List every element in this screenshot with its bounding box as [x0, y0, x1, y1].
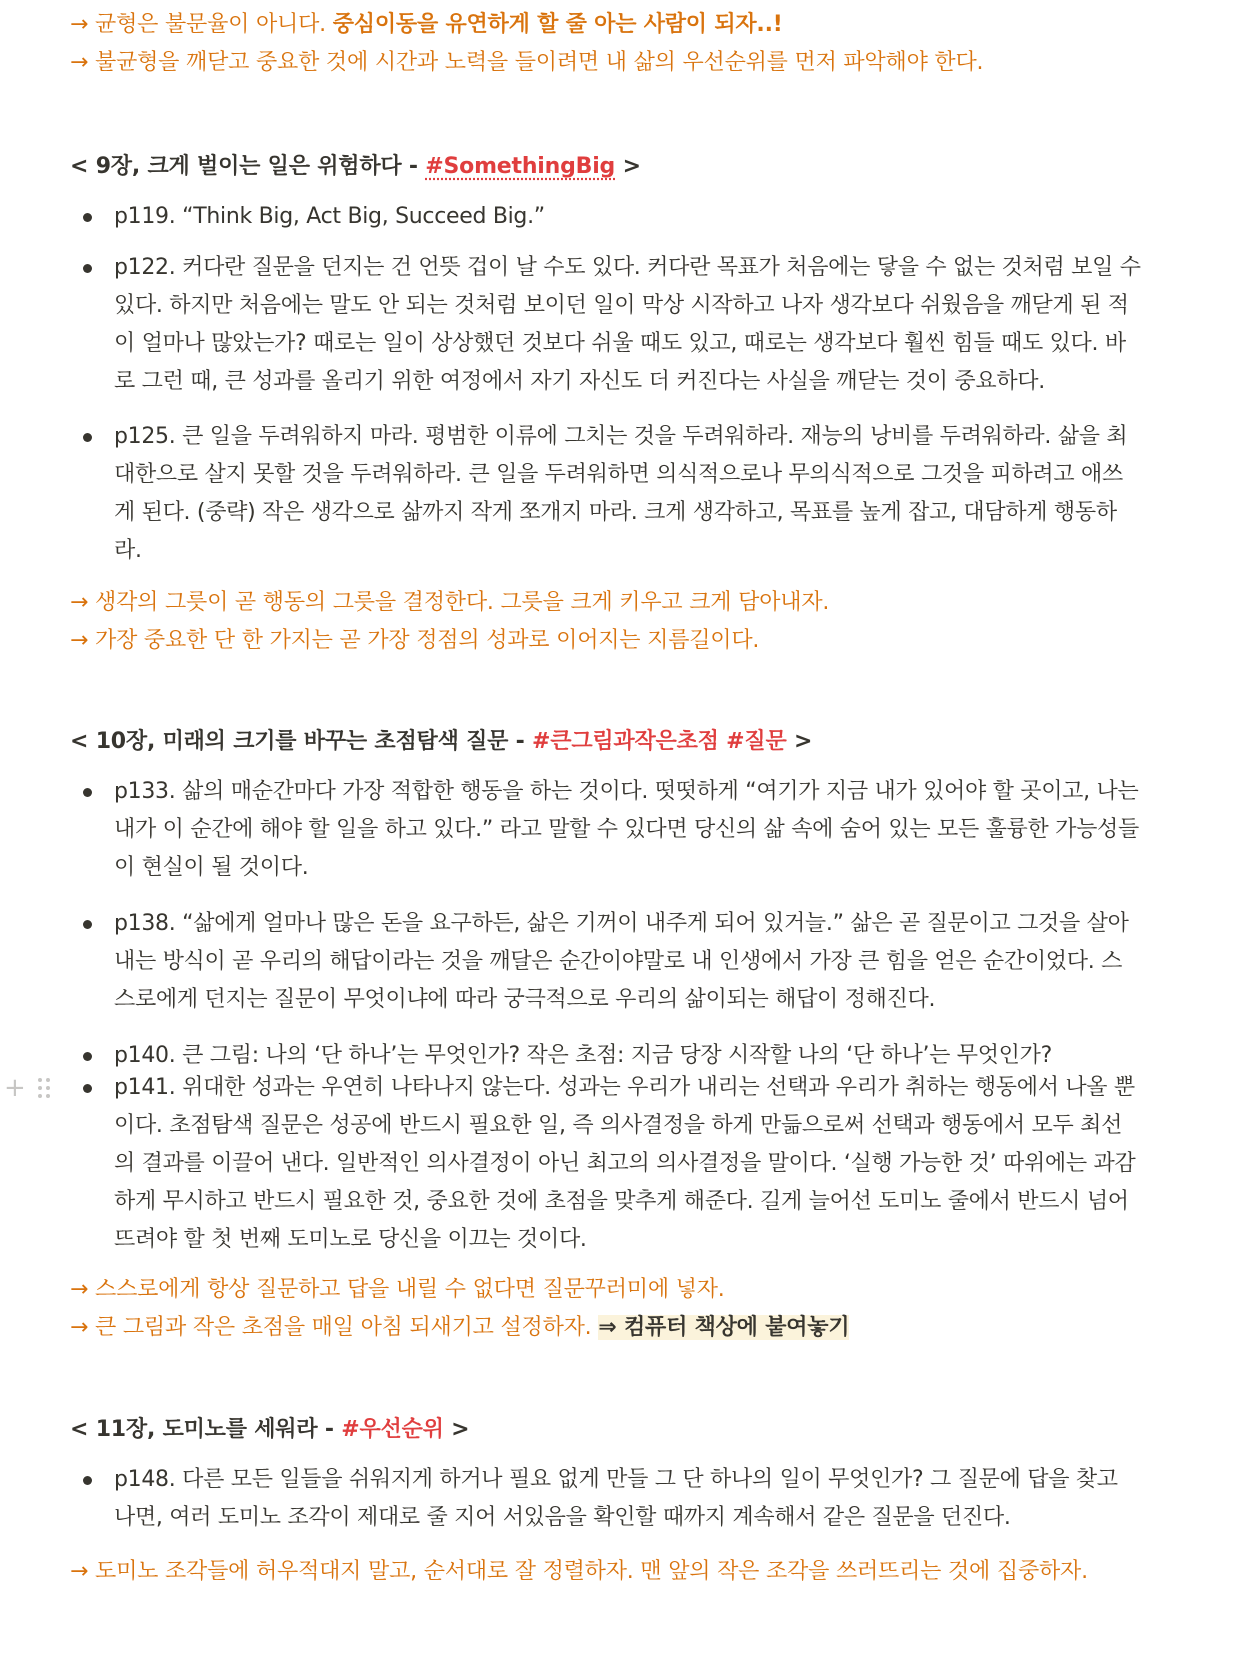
chapter9-note: → 생각의 그릇이 곧 행동의 그릇을 결정한다. 그릇을 크게 키우고 크게 담아내자. [70, 590, 830, 615]
chapter11-note: → 도미노 조각들에 허우적대지 말고, 순서대로 잘 정렬하자. 맨 앞의 작은 조각을 쓰러뜨리는 것에 집중하자. [70, 1559, 1088, 1584]
arrow-icon: → [70, 50, 96, 75]
note-bold-text: 중심이동을 유연하게 할 줄 아는 사람이 되자..! [332, 12, 783, 37]
bullet-icon [83, 1052, 92, 1061]
bullet-icon [83, 1084, 92, 1093]
chapter10-tag[interactable]: #큰그림과작은초점 #질문 [532, 729, 787, 754]
document-page: → 균형은 불문율이 아니다. 중심이동을 유연하게 할 줄 아는 사람이 되자..! → 불균형을 깨닫고 중요한 것에 시간과 노력을 들이려면 내 삶의 우선순위를 먼저 파악해야 한다. < 9장, 크게 벌이는 일은 위험하다 - #SomethingBig > p119. “Think Big, Act Big, Succeed Big.” p122. 커다란 질문을 던지는 건 언뜻 겁이 날 수도 있다. 커다란 목표가 처음에는 닿을 수 없는 것처럼 보일 수 있다. 하지만 처음에는 말도 안 되는 것처럼 보이던 일이 막상 시작하고 나자 생각보다 쉬웠음을 깨닫게 된 적 이 얼마나 많았는가? 때로는 일이 상상했던 것보다 쉬울 때도 있고, 때로는 생각보다 훨씬 힘들 때도 있다. 바 로 그런 때, 큰 성과를 올리기 위한 여정에서 자기 자신도 더 커진다는 사실을 깨닫는 것이 중요하다. p125. 큰 일을 두려워하지 마라. 평범한 이류에 그치는 것을 두려워하라. 재능의 낭비를 두려워하라. 삶을 최 대한으로 살지 못할 것을 두려워하라. 큰 일을 두려워하면 의식적으로나 무의식적으로 그것을 피하려고 애쓰 게 된다. (중략) 작은 생각으로 삶까지 작게 쪼개지 마라. 크게 생각하고, 목표를 높게 잡고, 대담하게 행동하 라. → 생각의 그릇이 곧 행동의 그릇을 결정한다. 그릇을 크게 키우고 크게 담아내자. → 가장 중요한 단 한 가지는 곧 가장 정점의 성과로 이어지는 지름길이다. < 10장, 미래의 크기를 바꾸는 초점탐색 질문 - #큰그림과작은초점 #질문 > p133. 삶의 매순간마다 가장 적합한 행동을 하는 것이다. 떳떳하게 “여기가 지금 내가 있어야 할 곳이고, 나는 내가 이 순간에 해야 할 일을 하고 있다.” 라고 말할 수 있다면 당신의 삶 속에 숨어 있는 모든 훌륭한 가능성들 이 현실이 될 것이다. p138. “삶에게 얼마나 많은 돈을 요구하든, 삶은 기꺼이 내주게 되어 있거늘.” 삶은 곧 질문이고 그것을 살아 내는 방식이 곧 우리의 해답이라는 것을 깨달은 순간이야말로 내 인생에서 가장 큰 힘을 얻은 순간이었다. 스 스로에게 던지는 질문이 무엇이냐에 따라 궁극적으로 우리의 삶이되는 해답이 정해진다. p140. 큰 그림: 나의 ‘단 하나’는 무엇인가? 작은 초점: 지금 당장 시작할 나의 ‘단 하나’는 무엇인가? + p141. 위대한 성과는 우연히 나타나지 않는다. 성과는 우리가 내리는 선택과 우리가 취하는 행동에서 나올 뿐 이다. 초점탐색 질문은 성공에 반드시 필요한 일, 즉 의사결정을 하게 만듦으로써 선택과 행동에서 모두 최선 의 결과를 이끌어 낸다. 일반적인 의사결정이 아닌 최고의 의사결정을 말이다. ‘실행 가능한 것’ 따위에는 과감 하게 무시하고 반드시 필요한 것, 중요한 것에 초점을 맞추게 해준다. 길게 늘어선 도미노 줄에서 반드시 넘어 뜨려야 할 첫 번째 도미노로 당신을 이끄는 것이다. → 스스로에게 항상 질문하고 답을 내릴 수 없다면 질문꾸러미에 넣자. → 큰 그림과 작은 초점을 매일 아침 되새기고 설정하자. ⇒ 컴퓨터 책상에 붙여놓기 < 11장, 도미노를 세워라 - #우선순위 > p148. 다른 모든 일들을 쉬워지게 하거나 필요 없게 만들 그 단 하나의 일이 무엇인가? 그 질문에 답을 찾고 나면, 여러 도미노 조각이 제대로 줄 지어 서있음을 확인할 때까지 계속해서 같은 질문을 던진다. → 도미노 조각들에 허우적대지 말고, 순서대로 잘 정렬하자. 맨 앞의 작은 조각을 쓰러뜨리는 것에 집중하자. [0, 0, 1233, 1656]
bullet-icon [83, 264, 92, 273]
chapter10-note: → 스스로에게 항상 질문하고 답을 내릴 수 없다면 질문꾸러미에 넣자. [70, 1277, 725, 1302]
chapter9-note: → 가장 중요한 단 한 가지는 곧 가장 정점의 성과로 이어지는 지름길이다. [70, 628, 760, 653]
chapter11-tag[interactable]: #우선순위 [341, 1417, 444, 1442]
add-block-icon[interactable]: + [4, 1073, 26, 1103]
chapter11-heading: < 11장, 도미노를 세워라 - #우선순위 > [70, 1417, 470, 1442]
note-balance: → 균형은 불문율이 아니다. 중심이동을 유연하게 할 줄 아는 사람이 되자..! [70, 12, 783, 37]
block-handle[interactable] [4, 1073, 52, 1103]
bullet-icon [83, 920, 92, 929]
bullet-icon [83, 433, 92, 442]
chapter10-note: → 큰 그림과 작은 초점을 매일 아침 되새기고 설정하자. ⇒ 컴퓨터 책상에 붙여놓기 [70, 1315, 850, 1340]
drag-handle-icon[interactable] [38, 1078, 50, 1098]
bullet-icon [83, 213, 92, 222]
highlighted-text: ⇒ 컴퓨터 책상에 붙여놓기 [598, 1315, 850, 1340]
chapter9-heading: < 9장, 크게 벌이는 일은 위험하다 - #SomethingBig > [70, 154, 641, 179]
bullet-icon [83, 1476, 92, 1485]
chapter10-heading: < 10장, 미래의 크기를 바꾸는 초점탐색 질문 - #큰그림과작은초점 #질문 > [70, 729, 813, 754]
chapter9-tag[interactable]: #SomethingBig [425, 154, 616, 179]
bullet-icon [83, 788, 92, 797]
arrow-icon: → [70, 12, 96, 37]
note-imbalance: → 불균형을 깨닫고 중요한 것에 시간과 노력을 들이려면 내 삶의 우선순위를 먼저 파악해야 한다. [70, 50, 984, 75]
